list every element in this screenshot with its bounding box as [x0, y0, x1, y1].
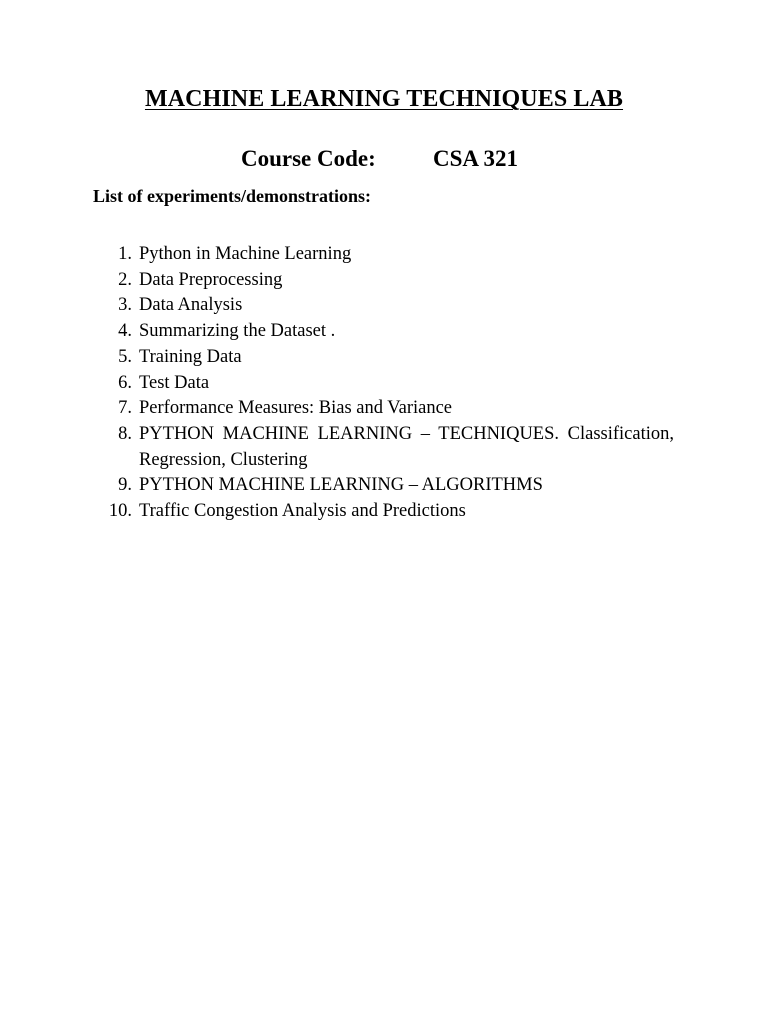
document-title: MACHINE LEARNING TECHNIQUES LAB — [144, 86, 624, 112]
list-item — [0, 371, 674, 397]
course-code-line — [241, 146, 518, 172]
list-item — [0, 422, 674, 473]
list-item-number: 4. — [118, 321, 132, 342]
list-item-text: Training Data — [139, 346, 242, 367]
list-item — [0, 396, 674, 422]
list-item-number: 6. — [118, 372, 132, 393]
list-item-number: 2. — [118, 269, 132, 290]
experiments-heading: List of experiments/demonstrations: — [93, 186, 371, 206]
list-item-text: Data Preprocessing — [139, 269, 283, 290]
list-item — [0, 345, 674, 371]
list-item-number: 3. — [118, 295, 132, 316]
list-item-number: 1. — [118, 244, 132, 264]
list-item — [0, 499, 674, 525]
experiments-list — [0, 242, 768, 525]
list-item-text: Summarizing the Dataset . — [139, 321, 336, 342]
list-item-text: PYTHON MACHINE LEARNING – ALGORITHMS — [139, 475, 543, 496]
list-item-number: 7. — [118, 398, 132, 419]
list-item-number: 9. — [118, 475, 132, 496]
list-item-number: 5. — [118, 346, 132, 367]
list-item-text: Traffic Congestion Analysis and Predictions — [139, 501, 466, 522]
list-item — [0, 268, 674, 294]
list-item — [0, 473, 674, 499]
list-item-text: PYTHON MACHINE LEARNING – TECHNIQUES. Classification, Regression, Clustering — [139, 423, 674, 470]
list-item — [0, 319, 674, 345]
list-item — [0, 293, 674, 319]
list-item — [0, 242, 674, 268]
list-item-number: 10. — [108, 501, 132, 522]
course-code-label: Course Code: — [241, 146, 376, 171]
list-item-text: Data Analysis — [139, 295, 243, 316]
list-item-text: Python in Machine Learning — [139, 244, 352, 264]
course-code-value: CSA 321 — [433, 146, 518, 171]
list-item-number: 8. — [118, 423, 132, 444]
list-item-text: Performance Measures: Bias and Variance — [139, 398, 453, 419]
list-item-text: Test Data — [139, 372, 210, 393]
